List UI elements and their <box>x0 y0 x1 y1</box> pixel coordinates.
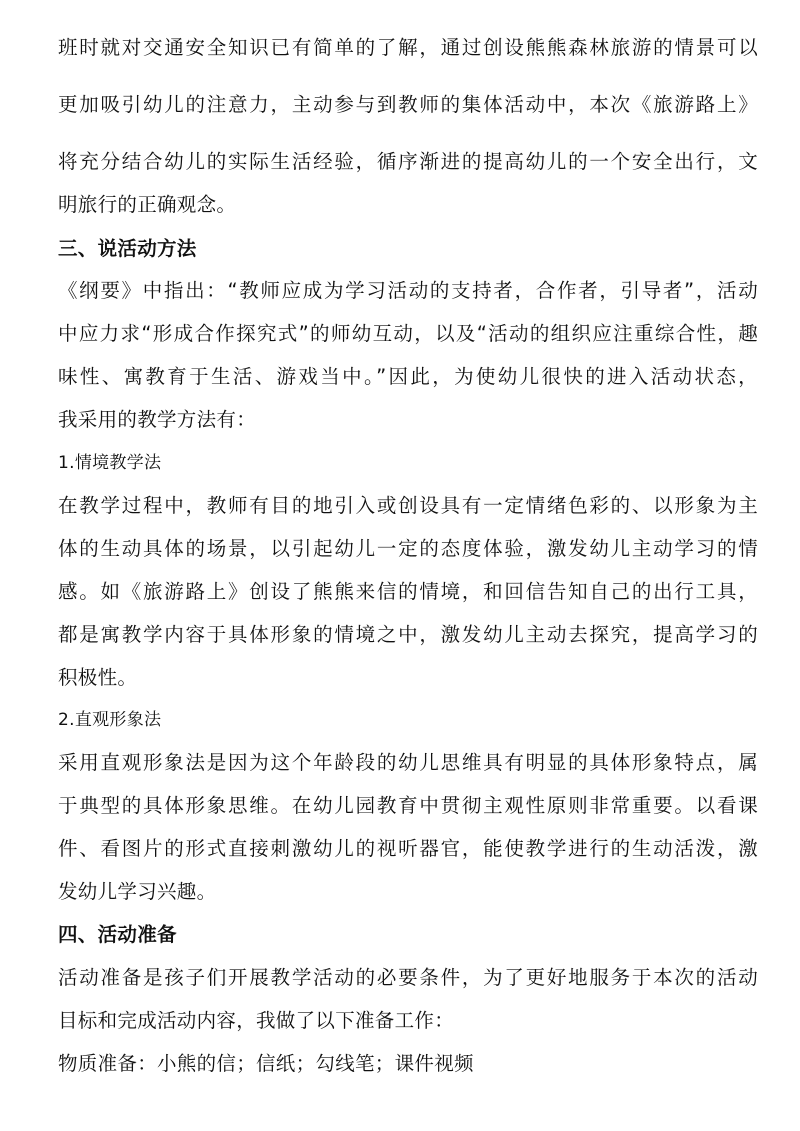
paragraph-line: 采用直观形象法是因为这个年龄段的幼儿思维具有明显的具体形象特点，属 <box>58 751 758 774</box>
paragraph-line: 物质准备：小熊的信；信纸；勾线笔；课件视频 <box>58 1052 474 1075</box>
paragraph-line: 活动准备是孩子们开展教学活动的必要条件，为了更好地服务于本次的活动 <box>58 966 758 989</box>
paragraph-line: 积极性。 <box>58 666 138 689</box>
paragraph-line: 味性、寓教育于生活、游戏当中。”因此，为使幼儿很快的进入活动状态， <box>58 365 758 388</box>
paragraph-line: 在教学过程中，教师有目的地引入或创设具有一定情绪色彩的、以形象为主 <box>58 494 758 517</box>
paragraph-line: 件、看图片的形式直接刺激幼儿的视听器官，能使教学进行的生动活泼，激 <box>58 837 758 860</box>
paragraph-line: 班时就对交通安全知识已有简单的了解，通过创设熊熊森林旅游的情景可以 <box>58 36 758 59</box>
paragraph-line: 都是寓教学内容于具体形象的情境之中，激发幼儿主动去探究，提高学习的 <box>58 623 758 646</box>
paragraph-line: 目标和完成活动内容，我做了以下准备工作： <box>58 1009 455 1032</box>
subheading-situational-method: 1.情境教学法 <box>58 453 162 473</box>
paragraph-line: 中应力求“形成合作探究式”的师幼互动，以及“活动的组织应注重综合性，趣 <box>58 322 758 345</box>
section-heading-preparation: 四、活动准备 <box>58 923 177 946</box>
section-heading-methods: 三、说活动方法 <box>58 237 197 260</box>
paragraph-line: 《纲要》中指出：“教师应成为学习活动的支持者，合作者，引导者”，活动 <box>58 279 758 302</box>
paragraph-line: 体的生动具体的场景，以引起幼儿一定的态度体验，激发幼儿主动学习的情 <box>58 537 758 560</box>
paragraph-line: 发幼儿学习兴趣。 <box>58 880 217 903</box>
paragraph-line: 于典型的具体形象思维。在幼儿园教育中贯彻主观性原则非常重要。以看课 <box>58 794 758 817</box>
paragraph-line: 感。如《旅游路上》创设了熊熊来信的情境，和回信告知自己的出行工具， <box>58 580 758 603</box>
paragraph-line: 更加吸引幼儿的注意力，主动参与到教师的集体活动中，本次《旅游路上》 <box>58 93 758 116</box>
paragraph-line: 明旅行的正确观念。 <box>58 193 237 216</box>
subheading-visual-method: 2.直观形象法 <box>58 710 162 730</box>
paragraph-line: 我采用的教学方法有： <box>58 408 257 431</box>
paragraph-line: 将充分结合幼儿的实际生活经验，循序渐进的提高幼儿的一个安全出行，文 <box>58 150 758 173</box>
